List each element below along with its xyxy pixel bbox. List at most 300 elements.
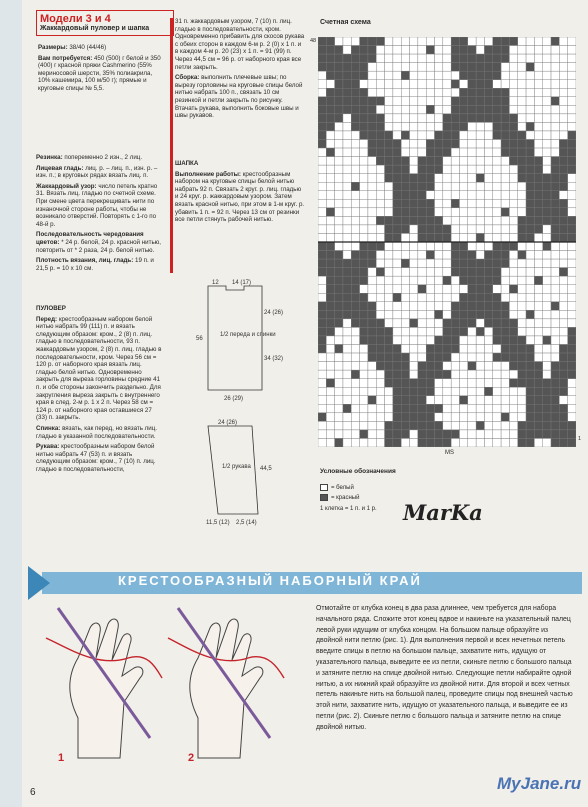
chart-cell xyxy=(534,293,542,302)
chart-cell xyxy=(326,157,334,166)
chart-cell xyxy=(418,174,426,183)
chart-cell xyxy=(459,319,467,328)
chart-cell xyxy=(543,157,551,166)
chart-cell xyxy=(509,353,517,362)
chart-cell xyxy=(468,302,476,311)
paragraph-text: 450 (500) г белой и 350 (400) г красной пряжи Cashmerino (55% мериносовой шерсти, 35% полиакрила, 10% кашемира, 100 м/50 г); прямые и круговые спицы № 5,5. xyxy=(38,54,161,92)
chart-cell xyxy=(459,353,467,362)
chart-cell xyxy=(435,88,443,97)
chart-cell xyxy=(443,208,451,217)
chart-cell xyxy=(443,114,451,123)
chart-cell xyxy=(326,370,334,379)
chart-cell xyxy=(459,157,467,166)
chart-cell xyxy=(351,105,359,114)
chart-cell xyxy=(484,302,492,311)
technique-block xyxy=(36,154,164,275)
chart-cell xyxy=(551,157,559,166)
chart-cell xyxy=(326,310,334,319)
chart-cell xyxy=(443,276,451,285)
chart-cell xyxy=(526,251,534,260)
chart-cell xyxy=(318,46,326,55)
chart-cell xyxy=(568,148,576,157)
chart-cell xyxy=(468,191,476,200)
chart-cell xyxy=(443,268,451,277)
chart-cell xyxy=(418,105,426,114)
chart-cell xyxy=(476,71,484,80)
chart-cell xyxy=(326,345,334,354)
paragraph xyxy=(36,183,164,229)
chart-cell xyxy=(459,122,467,131)
pullover-block xyxy=(36,305,164,476)
chart-cell xyxy=(376,259,384,268)
chart-cell xyxy=(335,379,343,388)
chart-cell xyxy=(343,293,351,302)
chart-cell xyxy=(509,122,517,131)
chart-cell xyxy=(518,122,526,131)
chart-cell xyxy=(443,251,451,260)
chart-cell xyxy=(468,293,476,302)
chart-cell xyxy=(459,63,467,72)
chart-cell xyxy=(343,148,351,157)
chart-cell xyxy=(360,430,368,439)
chart-cell xyxy=(393,80,401,89)
chart-cell xyxy=(501,54,509,63)
chart-cell xyxy=(568,319,576,328)
chart-cell xyxy=(385,165,393,174)
paragraph xyxy=(36,443,164,473)
chart-cell xyxy=(368,293,376,302)
chart-cell xyxy=(410,310,418,319)
chart-cell xyxy=(335,421,343,430)
chart-cell xyxy=(559,46,567,55)
chart-cell xyxy=(368,353,376,362)
chart-cell xyxy=(534,276,542,285)
chart-cell xyxy=(318,421,326,430)
chart-cell xyxy=(435,285,443,294)
chart-cell xyxy=(351,97,359,106)
chart-cell xyxy=(484,438,492,447)
chart-cell xyxy=(410,182,418,191)
chart-cell xyxy=(484,165,492,174)
chart-cell xyxy=(501,362,509,371)
chart-cell xyxy=(376,148,384,157)
legend xyxy=(320,484,377,512)
chart-cell xyxy=(385,233,393,242)
chart-cell xyxy=(518,97,526,106)
chart-cell xyxy=(360,233,368,242)
chart-cell xyxy=(526,37,534,46)
chart-cell xyxy=(426,182,434,191)
chart-cell xyxy=(468,37,476,46)
chart-cell xyxy=(568,88,576,97)
instructions-text: Отмотайте от клубка конец в два раза длиннее, чем требуется для набора начального ряда. Сложите этот конец вдвое и накиньте на указательный палец левой руки идущим от клубка концом. На большом пальце образуйте из двойной нити петлю (рис. 1). Для выполнения первой и всех нечетных петель введите спицы в петлю на большом пальце, захватите нить, идущую от указательного пальца, выведите ее из петли, скиньте петлю с большого пальца и затяните петлю на спице двойной нитью. Следующие петли набирайте одной нитью, а их нижний край образуйте из двойной нити. Для второй и всех четных петель накиньте нить на большой палец, проведите спицы под внешней частью этой нити, захватите нить, идущую от указательного пальца, и выведите ее из петли (рис. 2). Скиньте петлю с большого пальца и затяните петлю на спице двойной нитью. xyxy=(316,605,573,731)
chart-cell xyxy=(509,251,517,260)
chart-cell xyxy=(443,327,451,336)
chart-cell xyxy=(401,353,409,362)
chart-cell xyxy=(568,63,576,72)
chart-cell xyxy=(443,80,451,89)
chart-cell xyxy=(368,370,376,379)
chart-cell xyxy=(410,362,418,371)
chart-cell xyxy=(351,302,359,311)
chart-cell xyxy=(543,396,551,405)
chart-cell xyxy=(410,430,418,439)
chart-cell xyxy=(518,208,526,217)
chart-cell xyxy=(360,80,368,89)
chart-cell xyxy=(326,191,334,200)
chart-cell xyxy=(459,208,467,217)
chart-cell xyxy=(376,268,384,277)
chart-cell xyxy=(551,88,559,97)
chart-cell xyxy=(509,225,517,234)
chart-cell xyxy=(368,80,376,89)
chart-cell xyxy=(559,131,567,140)
chart-cell xyxy=(360,310,368,319)
chart-cell xyxy=(534,182,542,191)
chart-cell xyxy=(360,191,368,200)
chart-cell xyxy=(343,362,351,371)
chart-cell xyxy=(335,46,343,55)
chart-cell xyxy=(509,370,517,379)
chart-cell xyxy=(493,46,501,55)
red-swatch xyxy=(320,494,328,501)
paragraph xyxy=(36,165,164,180)
chart-cell xyxy=(401,71,409,80)
chart-cell xyxy=(418,413,426,422)
chart-cell xyxy=(318,413,326,422)
chart-cell xyxy=(459,387,467,396)
chart-cell xyxy=(501,310,509,319)
chart-cell xyxy=(393,105,401,114)
chart-cell xyxy=(551,122,559,131)
chart-cell xyxy=(543,276,551,285)
chart-cell xyxy=(410,336,418,345)
chart-cell xyxy=(518,345,526,354)
chart-cell xyxy=(459,379,467,388)
chart-cell xyxy=(385,174,393,183)
chart-cell xyxy=(534,208,542,217)
chart-cell xyxy=(509,421,517,430)
chart-cell xyxy=(351,438,359,447)
chart-cell xyxy=(476,37,484,46)
chart-cell xyxy=(318,80,326,89)
chart-cell xyxy=(551,165,559,174)
chart-cell xyxy=(526,165,534,174)
chart-cell xyxy=(326,319,334,328)
chart-cell xyxy=(368,327,376,336)
chart-cell xyxy=(385,413,393,422)
chart-cell xyxy=(410,404,418,413)
hat-block xyxy=(175,160,305,227)
chart-cell xyxy=(360,54,368,63)
chart-cell xyxy=(484,345,492,354)
chart-cell xyxy=(401,140,409,149)
chart-cell xyxy=(484,379,492,388)
chart-cell xyxy=(518,268,526,277)
chart-cell xyxy=(476,148,484,157)
chart-cell xyxy=(551,310,559,319)
chart-cell xyxy=(368,131,376,140)
chart-cell xyxy=(484,105,492,114)
chart-cell xyxy=(418,191,426,200)
chart-cell xyxy=(468,157,476,166)
chart-cell xyxy=(559,216,567,225)
chart-cell xyxy=(360,293,368,302)
chart-cell xyxy=(426,242,434,251)
chart-cell xyxy=(534,362,542,371)
chart-cell xyxy=(518,63,526,72)
chart-cell xyxy=(518,165,526,174)
chart-cell xyxy=(418,396,426,405)
paragraph-label: ПУЛОВЕР xyxy=(36,305,66,312)
chart-cell xyxy=(551,327,559,336)
chart-cell xyxy=(509,430,517,439)
chart-cell xyxy=(518,302,526,311)
chart-cell xyxy=(493,191,501,200)
chart-cell xyxy=(368,421,376,430)
chart-cell xyxy=(335,225,343,234)
chart-cell xyxy=(518,404,526,413)
chart-cell xyxy=(476,310,484,319)
chart-cell xyxy=(559,208,567,217)
chart-cell xyxy=(468,438,476,447)
paragraph-text: крестообразным набором белой нитью набрать 99 (111) п. и вязать следующим образом: кром., 2 (8) п. лиц. гладью в последовательности, 93 п. жаккардовым узором, 2 (8) п. лиц. гладью в последовательности, кром. Через 56 см = 120 р. от наборного края вязать лиц. гладью белой нитью. Одновременно закрыть для выреза горловины средние 41 п. и обе стороны закончить раздельно. Для закругления выреза закрыть с внутреннего края в след. 2-м р. 1 х 2 п. Через 58 см = 124 р. от наборного края оставшиеся 27 (33) п. закрыть. xyxy=(36,315,162,422)
chart-cell xyxy=(368,199,376,208)
chart-cell xyxy=(410,251,418,260)
chart-cell xyxy=(343,379,351,388)
chart-cell xyxy=(451,362,459,371)
chart-cell xyxy=(351,362,359,371)
chart-cell xyxy=(451,131,459,140)
chart-cell xyxy=(443,336,451,345)
chart-cell xyxy=(368,310,376,319)
chart-cell xyxy=(410,345,418,354)
chart-cell xyxy=(493,122,501,131)
chart-cell xyxy=(551,233,559,242)
chart-cell xyxy=(435,140,443,149)
chart-cell xyxy=(493,293,501,302)
chart-cell xyxy=(493,242,501,251)
chart-cell xyxy=(443,37,451,46)
chart-cell xyxy=(518,396,526,405)
chart-cell xyxy=(543,242,551,251)
chart-cell xyxy=(393,362,401,371)
chart-cell xyxy=(451,208,459,217)
ms-label: MS xyxy=(445,450,454,456)
chart-cell xyxy=(568,105,576,114)
chart-cell xyxy=(385,46,393,55)
chart-cell xyxy=(484,216,492,225)
chart-cell xyxy=(376,140,384,149)
sleeve-label-top: 24 (26) xyxy=(218,420,238,426)
chart-cell xyxy=(534,353,542,362)
legend-red xyxy=(320,494,377,501)
chart-cell xyxy=(509,319,517,328)
chart-cell xyxy=(468,362,476,371)
chart-cell xyxy=(534,191,542,200)
chart-cell xyxy=(493,174,501,183)
chart-cell xyxy=(476,199,484,208)
chart-cell xyxy=(410,199,418,208)
chart-cell xyxy=(410,37,418,46)
chart-cell xyxy=(335,105,343,114)
chart-cell xyxy=(476,131,484,140)
chart-cell xyxy=(543,46,551,55)
chart-cell xyxy=(343,165,351,174)
chart-cell xyxy=(335,140,343,149)
chart-cell xyxy=(401,276,409,285)
chart-cell xyxy=(401,379,409,388)
chart-cell xyxy=(451,122,459,131)
front-label-width: 14 (17) xyxy=(232,280,252,286)
chart-cell xyxy=(360,105,368,114)
chart-cell xyxy=(343,259,351,268)
chart-cell xyxy=(518,157,526,166)
chart-cell xyxy=(534,37,542,46)
chart-cell xyxy=(468,140,476,149)
chart-cell xyxy=(318,327,326,336)
chart-cell xyxy=(318,182,326,191)
chart-cell xyxy=(418,37,426,46)
chart-cell xyxy=(526,71,534,80)
chart-cell xyxy=(451,148,459,157)
chart-cell xyxy=(526,242,534,251)
chart-cell xyxy=(351,140,359,149)
chart-cell xyxy=(526,233,534,242)
chart-cell xyxy=(551,131,559,140)
paragraph-text: * 24 р. белой, 24 р. красной нитью, повторить от * 2 раза, 24 р. белой нитью. xyxy=(36,238,162,254)
chart-cell xyxy=(368,97,376,106)
chart-cell xyxy=(385,208,393,217)
chart-cell xyxy=(476,327,484,336)
chart-cell xyxy=(360,208,368,217)
chart-cell xyxy=(468,122,476,131)
paragraph xyxy=(36,154,164,162)
chart-cell xyxy=(459,199,467,208)
chart-cell xyxy=(326,88,334,97)
chart-cell xyxy=(435,242,443,251)
chart-cell xyxy=(335,54,343,63)
chart-cell xyxy=(435,345,443,354)
chart-cell xyxy=(393,233,401,242)
chart-cell xyxy=(459,165,467,174)
chart-cell xyxy=(568,396,576,405)
chart-cell xyxy=(385,80,393,89)
chart-cell xyxy=(559,302,567,311)
chart-cell xyxy=(468,80,476,89)
chart-cell xyxy=(468,413,476,422)
chart-cell xyxy=(476,165,484,174)
chart-cell xyxy=(343,199,351,208)
chart-cell xyxy=(459,259,467,268)
chart-cell xyxy=(343,225,351,234)
chart-cell xyxy=(435,268,443,277)
chart-cell xyxy=(451,182,459,191)
chart-cell xyxy=(351,199,359,208)
chart-cell xyxy=(326,182,334,191)
paragraph-label: Выполнение работы: xyxy=(175,170,241,178)
chart-cell xyxy=(368,430,376,439)
chart-cell xyxy=(509,379,517,388)
chart-cell xyxy=(501,122,509,131)
chart-cell xyxy=(426,122,434,131)
chart-cell xyxy=(318,285,326,294)
chart-cell xyxy=(484,54,492,63)
chart-cell xyxy=(501,71,509,80)
chart-cell xyxy=(418,327,426,336)
chart-cell xyxy=(459,251,467,260)
chart-cell xyxy=(559,430,567,439)
chart-cell xyxy=(326,404,334,413)
chart-cell xyxy=(435,97,443,106)
chart-cell xyxy=(393,225,401,234)
chart-cell xyxy=(426,88,434,97)
chart-cell xyxy=(335,80,343,89)
chart-cell xyxy=(468,396,476,405)
chart-cell xyxy=(534,345,542,354)
chart-cell xyxy=(551,54,559,63)
chart-cell xyxy=(518,413,526,422)
chart-cell xyxy=(568,353,576,362)
chart-cell xyxy=(534,421,542,430)
chart-cell xyxy=(501,336,509,345)
chart-cell xyxy=(318,438,326,447)
chart-cell xyxy=(501,199,509,208)
chart-cell xyxy=(534,438,542,447)
chart-cell xyxy=(526,345,534,354)
chart-cell xyxy=(451,63,459,72)
chart-cell xyxy=(451,105,459,114)
chart-cell xyxy=(385,362,393,371)
chart-cell xyxy=(526,302,534,311)
chart-cell xyxy=(435,379,443,388)
chart-cell xyxy=(493,199,501,208)
figure-1-number: 1 xyxy=(58,752,65,764)
chart-cell xyxy=(526,216,534,225)
chart-cell xyxy=(568,225,576,234)
chart-cell xyxy=(501,216,509,225)
chart-cell xyxy=(335,182,343,191)
chart-cell xyxy=(451,71,459,80)
chart-cell xyxy=(518,174,526,183)
chart-cell xyxy=(559,140,567,149)
chart-cell xyxy=(559,276,567,285)
chart-cell xyxy=(476,174,484,183)
paragraph xyxy=(175,74,305,120)
chart-cell xyxy=(534,199,542,208)
chart-cell xyxy=(534,251,542,260)
chart-cell xyxy=(393,370,401,379)
chart-cell xyxy=(543,353,551,362)
chart-cell xyxy=(459,97,467,106)
chart-cell xyxy=(368,387,376,396)
chart-cell xyxy=(385,421,393,430)
chart-cell xyxy=(318,225,326,234)
chart-cell xyxy=(459,293,467,302)
chart-cell xyxy=(426,114,434,123)
chart-cell xyxy=(526,413,534,422)
chart-cell xyxy=(526,268,534,277)
front-label-caption: 1/2 переда и спинки xyxy=(220,332,276,338)
chart-cell xyxy=(518,148,526,157)
chart-cell xyxy=(335,208,343,217)
chart-cell xyxy=(418,122,426,131)
chart-cell xyxy=(509,293,517,302)
chart-cell xyxy=(385,302,393,311)
legend-white xyxy=(320,484,377,491)
chart-cell xyxy=(501,345,509,354)
chart-cell xyxy=(326,285,334,294)
